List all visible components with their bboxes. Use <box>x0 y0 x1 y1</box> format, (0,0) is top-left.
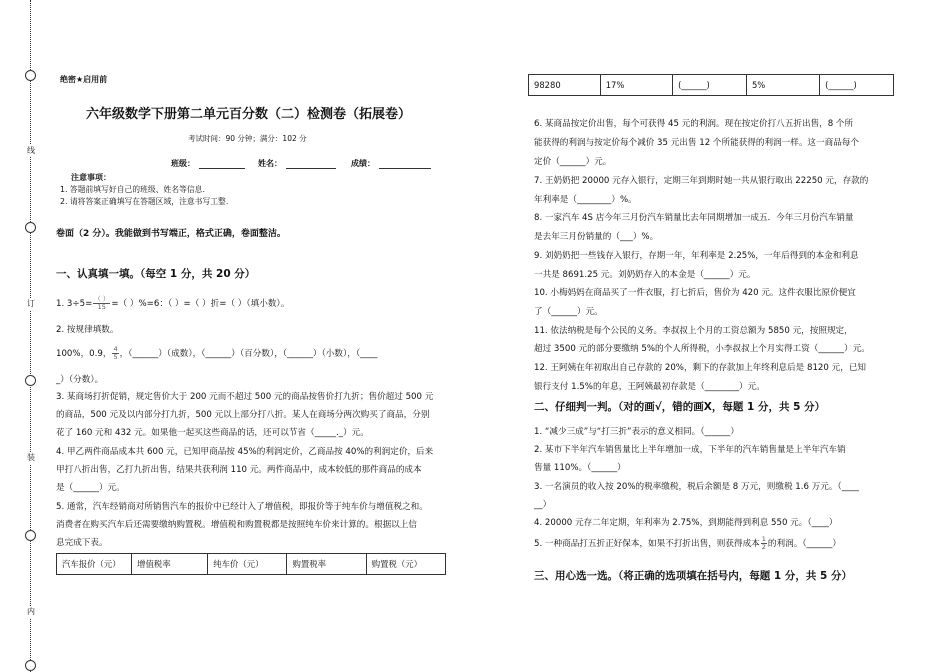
binding-label-xian: 线 <box>24 145 38 157</box>
question-4-line: 是（______）元。 <box>56 483 125 493</box>
table-header-cell: 购置税（元） <box>366 554 445 575</box>
judge-5-text-b: 的利润。（______） <box>767 539 841 549</box>
exam-info: 考试时间：90 分钟；满分：102 分 <box>188 134 307 143</box>
question-7-line: 年利率是（________）%。 <box>534 195 637 205</box>
question-3-line: 3. 某商场打折促销，规定售价大于 200 元而不超过 500 元的商品按售价打九折；售价超过 500 元 <box>56 392 434 402</box>
table-cell: 17% <box>600 75 672 96</box>
q2-fraction-numerator: 4 <box>113 345 118 353</box>
table-cell: 5% <box>746 75 819 96</box>
table-header-cell: 购置税率 <box>287 554 366 575</box>
notice-item: 2. 请将答案正确填写在答题区域，注意书写工整. <box>60 197 229 206</box>
section3-title: 三、用心选一选。（将正确的选项填在括号内，每题 1 分，共 5 分） <box>534 570 852 582</box>
question-6-line: 定价（______）元。 <box>534 157 612 167</box>
score-label: 成绩： <box>351 159 375 168</box>
question-2-line-end: _）（分数）。 <box>56 375 104 385</box>
neatness-note: 卷面（2 分）。我能做到书写端正，格式正确，卷面整洁。 <box>56 229 286 239</box>
table-header-cell: 增值税率 <box>132 554 208 575</box>
notice-item: 1. 答题前填写好自己的班级、姓名等信息. <box>60 185 205 194</box>
question-1 <box>56 296 289 311</box>
table-row <box>57 554 446 575</box>
class-label: 班级： <box>171 159 195 168</box>
table-answer-cell[interactable]: (______) <box>820 75 894 96</box>
question-10-line: 了（______）元。 <box>534 307 603 317</box>
q2-text-a: 100%，0.9， <box>56 349 112 359</box>
q2-fraction-denominator: 5 <box>113 353 118 361</box>
binding-circle <box>25 660 36 671</box>
table-answer-cell[interactable]: (______) <box>673 75 747 96</box>
q2-text-b: ，（______）（成数），（______）（百分数），（______）（小数），（____ <box>119 349 378 359</box>
binding-margin <box>0 0 44 672</box>
judge-3-line: __） <box>534 500 552 510</box>
judge-5 <box>534 536 841 551</box>
question-2-line <box>56 346 377 361</box>
judge-5-text-a: 5. 一种商品打五折正好保本，如果不打折出售，则获得成本 <box>534 539 760 549</box>
binding-circle <box>25 530 36 541</box>
judge-5-fraction-numerator: 1 <box>761 535 766 543</box>
table-cell: 98280 <box>529 75 601 96</box>
question-9-line: 一共是 8691.25 元。刘奶奶存入的本金是（______）元。 <box>534 270 756 280</box>
secret-label: 绝密★启用前 <box>60 75 108 84</box>
q2-fraction <box>112 346 118 361</box>
judge-5-fraction-denominator: 2 <box>761 543 766 551</box>
q1-fraction <box>93 296 110 311</box>
question-5-line: 5. 通常，汽车经销商对所销售汽车的报价中已经计入了增值税，即报价等于纯车价与增值税之和。 <box>56 502 428 512</box>
question-12-line: 12. 王阿姨在年初取出自己存款的 20%，剩下的存款加上年终利息后是 8120 元，已知 <box>534 363 866 373</box>
binding-label-zhuang: 装 <box>24 452 38 464</box>
question-7-line: 7. 王奶奶把 20000 元存入银行，定期三年到期时她一共从银行取出 22250 元，存款的 <box>534 176 869 186</box>
question-8-line: 是去年三月份销量的（___）%。 <box>534 232 659 242</box>
question-10-line: 10. 小梅妈妈在商品买了一件衣服，打七折后，售价为 420 元。这件衣服比原价便宜 <box>534 288 856 298</box>
binding-label-nei: 内 <box>24 606 38 618</box>
section1-title: 一、认真填一填。（每空 1 分，共 20 分） <box>56 268 256 280</box>
binding-circle <box>25 222 36 233</box>
question-6-line: 6. 某商品按定价出售，每个可获得 45 元的利润。现在按定价打八五折出售，8 个所 <box>534 119 854 129</box>
car-price-table-header <box>56 553 446 575</box>
section2-title: 二、仔细判一判。（对的画√，错的画Ⅹ，每题 1 分，共 5 分） <box>534 401 826 413</box>
question-4-line: 甲打八折出售，乙打九折出售，结果共获利润 110 元。两件商品中，成本较低的那件商品的成本 <box>56 465 422 475</box>
exam-title: 六年级数学下册第二单元百分数（二）检测卷（拓展卷） <box>86 107 412 122</box>
binding-label-ding: 订 <box>24 298 38 310</box>
question-5-line: 消费者在购买汽车后还需要缴纳购置税。增值税和购置税都是按照纯车价来计算的。根据以上信 <box>56 520 417 530</box>
question-9-line: 9. 刘奶奶把一些钱存入银行，存期一年，年利率是 2.25%，一年后得到的本金和利息 <box>534 251 859 261</box>
name-label: 姓名： <box>258 159 282 168</box>
question-5-line: 息完成下表。 <box>56 538 108 548</box>
judge-3-line: 3. 一名演员的收入按 20%的税率缴税，税后余额是 8 万元，则缴税 1.6 万元。（____ <box>534 482 859 492</box>
binding-circle <box>25 375 36 386</box>
question-4-line: 4. 甲乙两件商品成本共 600 元，已知甲商品按 45%的利润定价，乙商品按 40%的利润定价，后来 <box>56 447 434 457</box>
q1-fraction-numerator: （ ） <box>94 295 110 303</box>
q1-fraction-denominator: 15 <box>97 303 106 311</box>
class-field[interactable] <box>199 168 245 169</box>
judge-2-line: 售量 110%。（______） <box>534 463 626 473</box>
score-field[interactable] <box>379 168 431 169</box>
judge-4: 4. 20000 元存二年定期，年利率为 2.75%，到期能得到利息 550 元。（____） <box>534 518 838 528</box>
binding-circle <box>25 70 36 81</box>
q1-text-b: =（ ）%=6：（ ）=（ ）折=（ ）（填小数）。 <box>111 299 290 309</box>
question-3-line: 花了 160 元和 432 元。如果他一起买这些商品的话，还可以节省（_____._）元。 <box>56 428 369 438</box>
judge-1: 1. “减少三成”与“打三折”表示的意义相同。（______） <box>534 427 739 437</box>
table-row <box>529 75 894 96</box>
judge-2-line: 2. 某市下半年汽车销售量比上半年增加一成，下半年的汽车销售量是上半年汽车销 <box>534 445 846 455</box>
name-field[interactable] <box>286 168 336 169</box>
question-2-stem: 2. 按规律填数。 <box>56 325 119 335</box>
notice-title: 注意事项： <box>71 173 111 182</box>
question-8-line: 8. 一家汽车 4S 店今年三月份汽车销量比去年同期增加一成五．今年三月份汽车销量 <box>534 213 854 223</box>
table-header-cell: 纯车价（元） <box>208 554 287 575</box>
question-11-line: 超过 3500 元的部分要缴纳 5%的个人所得税，小李叔叔上个月实得工资（______）元。 <box>534 344 870 354</box>
binding-dotted-line <box>30 0 31 672</box>
judge-5-fraction <box>761 536 767 551</box>
q1-text-a: 1. 3÷5= <box>56 299 93 309</box>
question-6-line: 能获得的利润与按定价每个减价 35 元出售 12 个所能获得的利润一样。这一商品每个 <box>534 138 859 148</box>
car-price-table-data <box>528 74 894 96</box>
table-header-cell: 汽车报价（元） <box>57 554 132 575</box>
question-3-line: 的商品，500 元及以内部分打九折，500 元以上部分打八折。某人在商场分两次购买了商品，分别 <box>56 410 430 420</box>
question-11-line: 11. 依法纳税是每个公民的义务。李叔叔上个月的工资总额为 5850 元，按照规定， <box>534 326 853 336</box>
student-info-row <box>171 158 471 170</box>
question-12-line: 银行支付 1.5%的年息，王阿姨最初存款是（________）元。 <box>534 382 765 392</box>
